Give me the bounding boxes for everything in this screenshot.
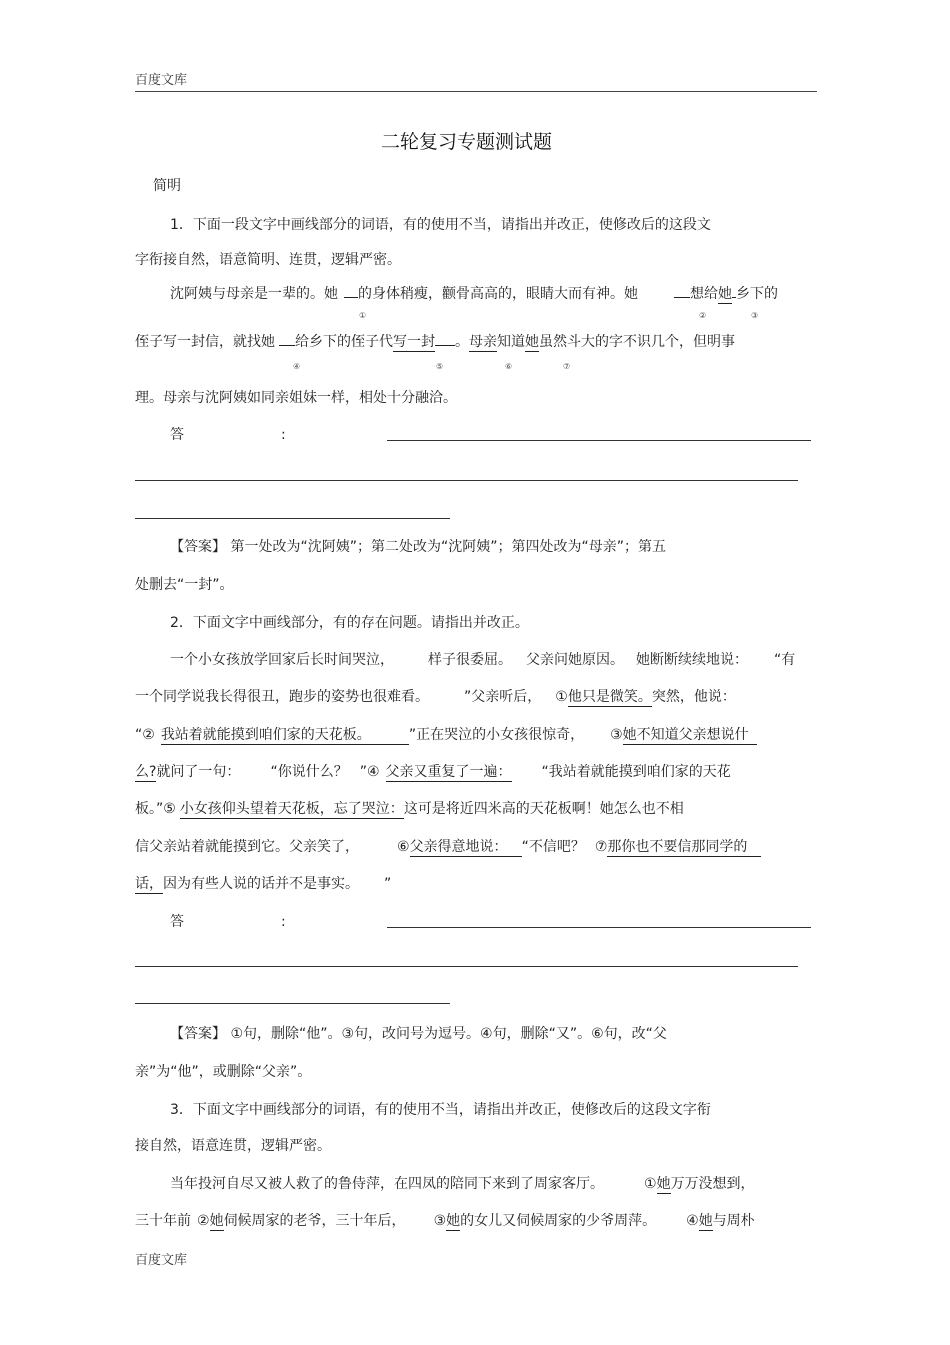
q2-underlined-6: 父亲得意地说： [410, 839, 522, 857]
q2-passage-line6 [135, 838, 761, 857]
q3-underlined-2: 她 [209, 1213, 224, 1229]
q1-mark-6: ⑥ [505, 362, 513, 371]
q1-blank-2 [674, 297, 690, 298]
q1-passage-line3: 理。母亲与沈阿姨如同亲姐妹一样，相处十分融洽。 [135, 390, 457, 406]
q2-answer-line-2[interactable] [135, 966, 798, 967]
q1-answer-key-line2: 处删去“一封”。 [135, 577, 234, 593]
q2-answer-line-3[interactable] [135, 1003, 450, 1004]
q2-underlined-7-cont: 话， [135, 876, 163, 892]
q2-text: “不信吧？ [521, 839, 585, 855]
q3-underlined-1: 她 [656, 1176, 671, 1192]
q3-text: ① [644, 1176, 657, 1192]
q1-text: 。 [455, 334, 469, 350]
q1-passage-line1 [170, 285, 778, 304]
q2-answer-key-line1: 【答案】 ①句，删除“他”。③句，改问号为逗号。④句，删除“又”。⑥句，改“父 [170, 1026, 667, 1042]
q1-text: 虽然斗大的字不识几个，但明事 [539, 334, 735, 350]
q1-blank-4 [279, 345, 295, 346]
q2-underlined-7: 那你也不要信那同学的 [607, 839, 761, 857]
q2-underlined-1: 他只是微笑。 [567, 689, 652, 705]
q2-text: 这可是将近四米高的天花板啊！她怎么也不相 [403, 801, 684, 817]
q2-passage-line1 [170, 651, 795, 669]
q2-text: ” [384, 876, 392, 892]
q2-passage-line5 [135, 800, 684, 819]
q2-text: ⑥ [397, 839, 410, 855]
q3-prompt-line1: 3．下面文字中画线部分的词语，有的使用不当，请指出并改正，使修改后的这段文字衔 [170, 1102, 711, 1118]
q2-text: 突然，他说： [651, 689, 736, 705]
q3-underlined-3: 她 [446, 1213, 461, 1229]
q1-mark-1: ① [359, 311, 367, 320]
q2-answer-line-1[interactable] [387, 927, 811, 928]
q1-mark-5: ⑤ [436, 362, 444, 371]
q2-text: ”④ [359, 764, 380, 780]
header-rule [135, 91, 817, 92]
q1-underlined-6: 母亲 [469, 334, 497, 350]
q1-prompt-line2: 字衔接自然，语意简明、连贯，逻辑严密。 [135, 252, 401, 268]
q3-text: 万万没想到， [670, 1176, 755, 1192]
q2-text: “② [135, 727, 155, 743]
q3-text: 三十年前 [135, 1213, 191, 1229]
q2-passage-line7 [135, 875, 391, 894]
q1-answer-line-1[interactable] [387, 440, 811, 441]
q1-text: 的身体稍瘦，颧骨高高的，眼睛大而有神。她 [358, 286, 638, 302]
q3-prompt-line2: 接自然，语意连贯，逻辑严密。 [135, 1138, 331, 1154]
q3-underlined-4: 她 [698, 1213, 713, 1229]
q2-text: “有 [774, 652, 796, 668]
q2-passage-line3 [135, 726, 757, 745]
q2-text: ”父亲听后， [464, 689, 542, 705]
q2-text: ⑦ [594, 839, 608, 855]
q2-text: 一个小女孩放学回家后长时间哭泣， [170, 652, 394, 668]
q3-text: ② [197, 1213, 210, 1229]
q1-text: 沈阿姨与母亲是一辈的。她 [170, 286, 338, 302]
q2-text: 样子很委屈。 [428, 652, 512, 668]
q1-answer-key-line1: 【答案】 第一处改为“沈阿姨”；第二处改为“沈阿姨”；第四处改为“母亲”；第五 [170, 539, 666, 555]
q2-text: 一个同学说我长得很丑，跑步的姿势也很难看。 [135, 689, 422, 705]
q1-text: 知道 [497, 334, 525, 350]
q1-mark-3: ③ [751, 311, 759, 320]
q2-answer-key-line2: 亲”为“他”，或删除“父亲”。 [135, 1064, 312, 1080]
header-brand: 百度文库 [135, 73, 188, 88]
q3-text: 当年投河自尽又被人救了的鲁侍萍，在四凤的陪同下来到了周家客厅。 [170, 1176, 604, 1192]
q2-passage-line2 [135, 688, 736, 707]
q3-passage-line1 [170, 1175, 755, 1194]
section-label: 简明 [153, 178, 181, 194]
q1-answer-label: 答 [170, 427, 184, 443]
q2-text: 她断断续续地说： [636, 652, 748, 668]
q2-underlined-2: 我站着就能摸到咱们家的天花板。 [161, 727, 409, 745]
q3-text: ④ [686, 1213, 699, 1229]
q1-text: 给乡下的侄子代 [295, 334, 393, 350]
q2-text: 板。”⑤ [135, 801, 176, 817]
footer-brand: 百度文库 [135, 1253, 188, 1268]
q1-mark-7: ⑦ [563, 362, 571, 371]
q3-text: 的女儿又伺候周家的少爷周萍。 [460, 1213, 657, 1229]
q2-text: “你说什么？ [270, 764, 348, 780]
q2-answer-colon: : [281, 914, 286, 930]
q1-text: 侄子写一封信，就找她 [135, 334, 275, 350]
q1-mark-2: ② [699, 311, 707, 320]
q2-passage-line4 [135, 763, 731, 782]
q2-text: 父亲问她原因。 [526, 652, 624, 668]
q1-passage-line2 [135, 333, 735, 352]
q1-blank-5 [435, 345, 455, 346]
q2-text: ③ [610, 727, 623, 743]
q1-blank-1 [344, 297, 358, 298]
q1-text: 乡下的 [736, 286, 778, 302]
q2-text: ① [555, 689, 568, 705]
q2-text: 就问了一句： [156, 764, 241, 780]
q2-text: 信父亲站着就能摸到它。父亲笑了， [135, 839, 359, 855]
q3-passage-line2 [135, 1212, 755, 1231]
q2-underlined-5: 小女孩仰头望着天花板，忘了哭泣： [179, 801, 404, 817]
q1-prompt-line1: 1．下面一段文字中画线部分的词语，有的使用不当，请指出并改正，使修改后的这段文 [170, 217, 711, 233]
q2-text: “我站着就能摸到咱们家的天花 [541, 764, 731, 780]
q1-underlined-7: 她 [525, 334, 539, 350]
q2-underlined-3: 她不知道父亲想说什 [623, 727, 757, 745]
q3-text: 伺候周家的老爷，三十年后， [223, 1213, 406, 1229]
q1-text: 想给 [690, 286, 718, 302]
page-title: 二轮复习专题测试题 [381, 131, 553, 153]
q2-prompt: 2．下面文字中画线部分，有的存在问题。请指出并改正。 [170, 615, 529, 631]
q1-underlined-5: 写一封 [393, 334, 435, 350]
q2-underlined-3-cont: 么? [135, 764, 157, 780]
q2-underlined-4: 父亲又重复了一遍： [385, 764, 512, 780]
q2-text: 因为有些人说的话并不是事实。 [163, 876, 352, 892]
q2-text: ”正在哭泣的小女孩很惊奇， [408, 727, 585, 743]
q3-text: ③ [433, 1213, 447, 1229]
q1-answer-line-2[interactable] [135, 480, 798, 481]
q1-answer-line-3[interactable] [135, 518, 450, 519]
q1-mark-4: ④ [293, 362, 301, 371]
q3-text: 与周朴 [712, 1213, 755, 1229]
q1-answer-colon: : [281, 427, 286, 443]
q2-answer-label: 答 [170, 914, 184, 930]
q1-underlined-3: 她 [718, 286, 732, 302]
